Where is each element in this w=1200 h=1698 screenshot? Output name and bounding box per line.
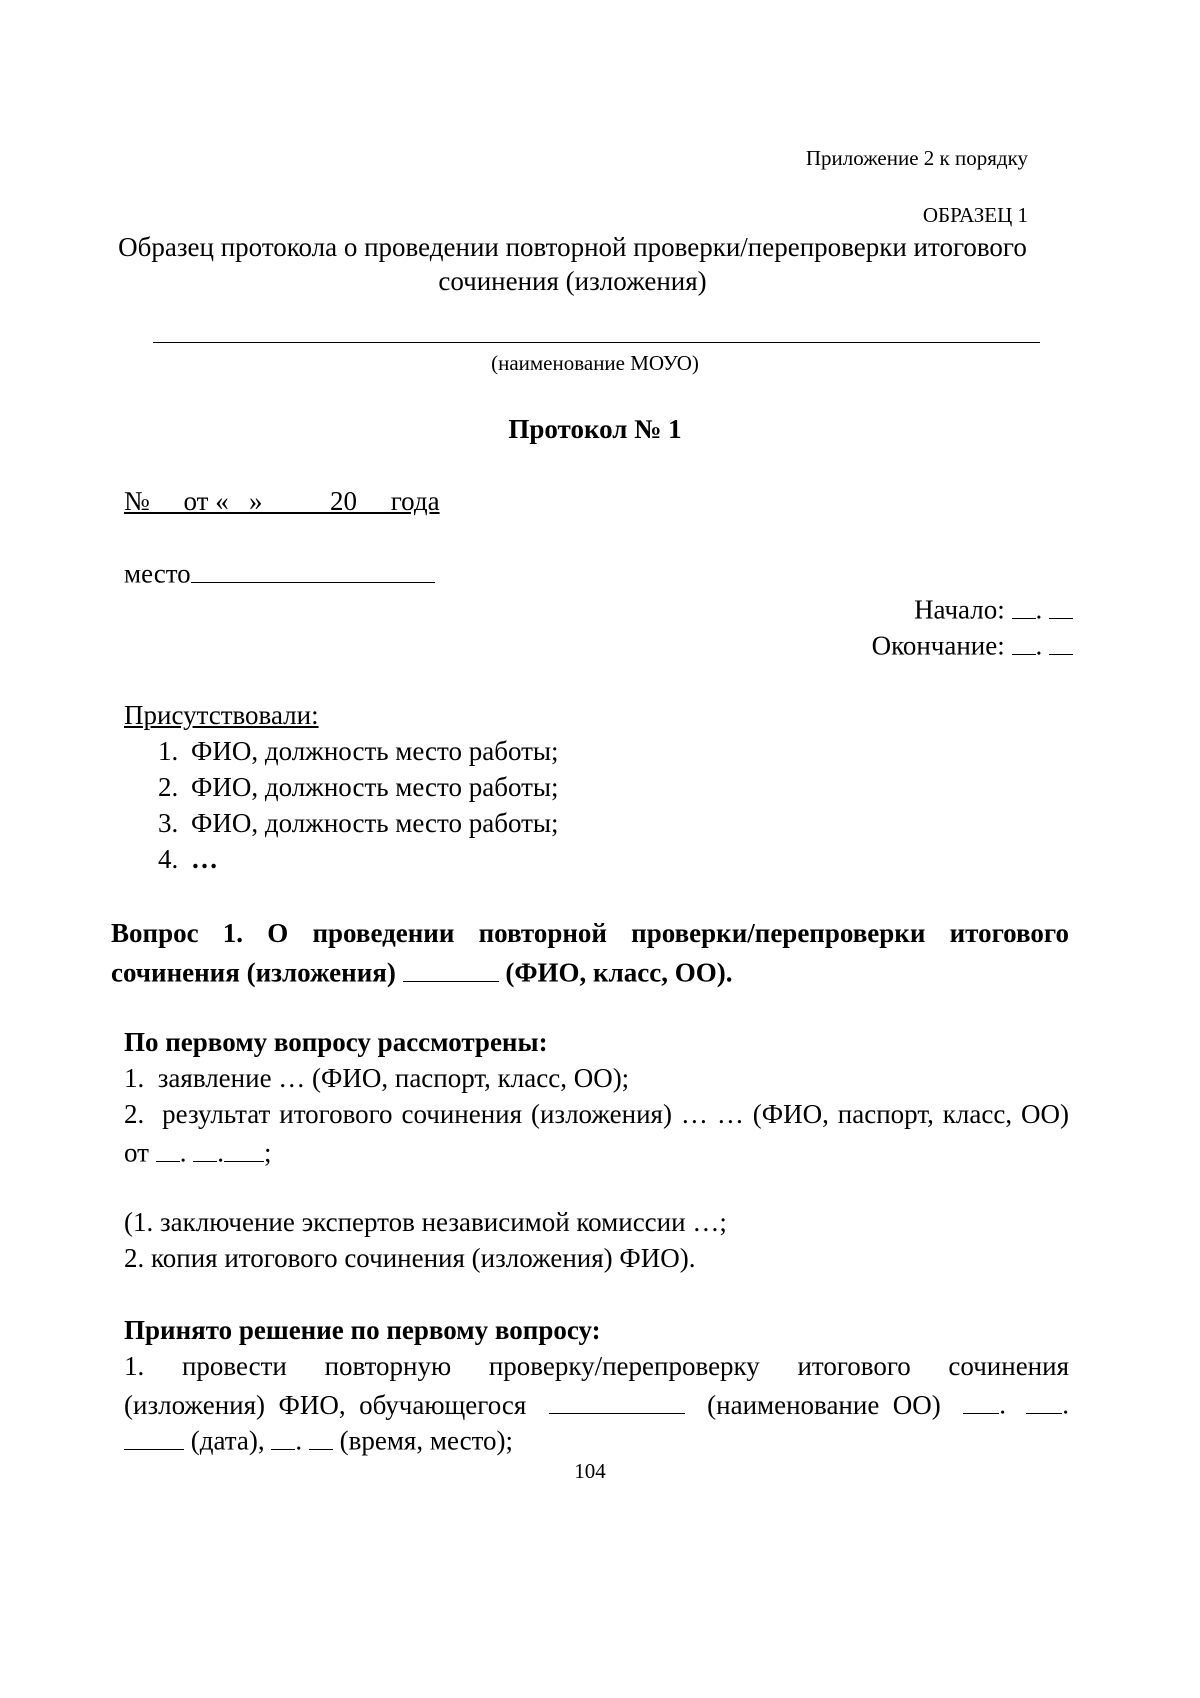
start-label: Начало: bbox=[914, 594, 1005, 625]
year-blank bbox=[124, 1423, 184, 1450]
end-sep: . bbox=[1035, 630, 1043, 661]
decision-text-place: (время, место); bbox=[339, 1425, 514, 1456]
attendee-item bbox=[158, 772, 559, 803]
attendee-number: 3. bbox=[158, 808, 179, 838]
minute-blank bbox=[309, 1423, 333, 1450]
question-fio-blank bbox=[403, 955, 499, 982]
page-number: 104 bbox=[574, 1459, 606, 1483]
question-line2 bbox=[111, 955, 732, 989]
attendee-text: … bbox=[191, 844, 218, 874]
decision-line2 bbox=[124, 1387, 1069, 1421]
date-end: ; bbox=[263, 1137, 272, 1168]
attendee-item bbox=[158, 844, 218, 875]
start-sep: . bbox=[1035, 594, 1043, 625]
question-text-b: (ФИО, класс, ОО). bbox=[505, 957, 733, 988]
decision-text-date: (дата), bbox=[190, 1425, 265, 1456]
place-label: место bbox=[124, 558, 191, 589]
attendee-text: ФИО, должность место работы; bbox=[191, 808, 559, 838]
date-blanks: . . bbox=[963, 1387, 1069, 1421]
org-name-caption: (наименование МОУО) bbox=[491, 351, 699, 375]
question-line1: Вопрос 1. О проведении повторной проверки/перепроверки итогового bbox=[111, 918, 1069, 948]
considered-extra-1: (1. заключение экспертов независимой комиссии …; bbox=[124, 1207, 727, 1237]
considered-extra-2: 2. копия итогового сочинения (изложения) ФИО). bbox=[124, 1243, 696, 1273]
attendee-number: 4. bbox=[158, 844, 179, 874]
day-blank bbox=[963, 1387, 999, 1414]
end-time-field bbox=[872, 628, 1073, 662]
end-label: Окончание: bbox=[871, 630, 1005, 661]
decision-text-a: (изложения) ФИО, обучающегося bbox=[124, 1389, 527, 1420]
document-title-line2: сочинения (изложения) bbox=[438, 266, 707, 296]
protocol-number-date: № от « » 20 года bbox=[124, 486, 440, 516]
decision-text-b: (наименование ОО) bbox=[707, 1389, 941, 1420]
org-name-line bbox=[153, 342, 1040, 343]
document-title-line1: Образец протокола о проведении повторной проверки/перепроверки итогового bbox=[118, 232, 1027, 262]
end-hours-blank bbox=[1012, 628, 1036, 655]
date-month-blank bbox=[193, 1135, 217, 1162]
considered-heading: По первому вопросу рассмотрены: bbox=[124, 1027, 548, 1057]
attendee-text: ФИО, должность место работы; bbox=[191, 772, 559, 802]
considered-item-1: 1. заявление … (ФИО, паспорт, класс, ОО); bbox=[124, 1063, 630, 1093]
start-minutes-blank bbox=[1049, 592, 1073, 619]
start-hours-blank bbox=[1012, 592, 1036, 619]
question-text-a: сочинения (изложения) bbox=[111, 957, 396, 988]
place-field bbox=[124, 556, 435, 590]
considered-item-2: 2. результат итогового сочинения (изложения) … … (ФИО, паспорт, класс, ОО) bbox=[124, 1099, 1069, 1129]
start-time-field bbox=[914, 592, 1073, 626]
decision-line1: 1. провести повторную проверку/перепроверку итогового сочинения bbox=[124, 1351, 1069, 1381]
hour-blank bbox=[271, 1423, 295, 1450]
sample-label: ОБРАЗЕЦ 1 bbox=[922, 203, 1028, 227]
attendee-number: 1. bbox=[158, 736, 179, 766]
decision-heading: Принято решение по первому вопросу: bbox=[124, 1315, 601, 1345]
decision-line3: (дата), . (время, место); bbox=[124, 1423, 513, 1457]
end-minutes-blank bbox=[1049, 628, 1073, 655]
date-from-label: от bbox=[124, 1137, 149, 1168]
place-blank bbox=[191, 556, 435, 583]
attendees-heading: Присутствовали: bbox=[124, 700, 319, 730]
date-day-blank bbox=[156, 1135, 180, 1162]
month-blank bbox=[1026, 1387, 1062, 1414]
attendee-item bbox=[158, 736, 559, 767]
attendee-text: ФИО, должность место работы; bbox=[191, 736, 559, 766]
protocol-title: Протокол № 1 bbox=[508, 414, 682, 444]
appendix-label: Приложение 2 к порядку bbox=[805, 146, 1028, 170]
date-year-blank bbox=[224, 1135, 264, 1162]
school-blank bbox=[549, 1387, 685, 1414]
attendee-number: 2. bbox=[158, 772, 179, 802]
attendee-item bbox=[158, 808, 559, 839]
considered-item-2-date: от . . ; bbox=[124, 1135, 271, 1169]
